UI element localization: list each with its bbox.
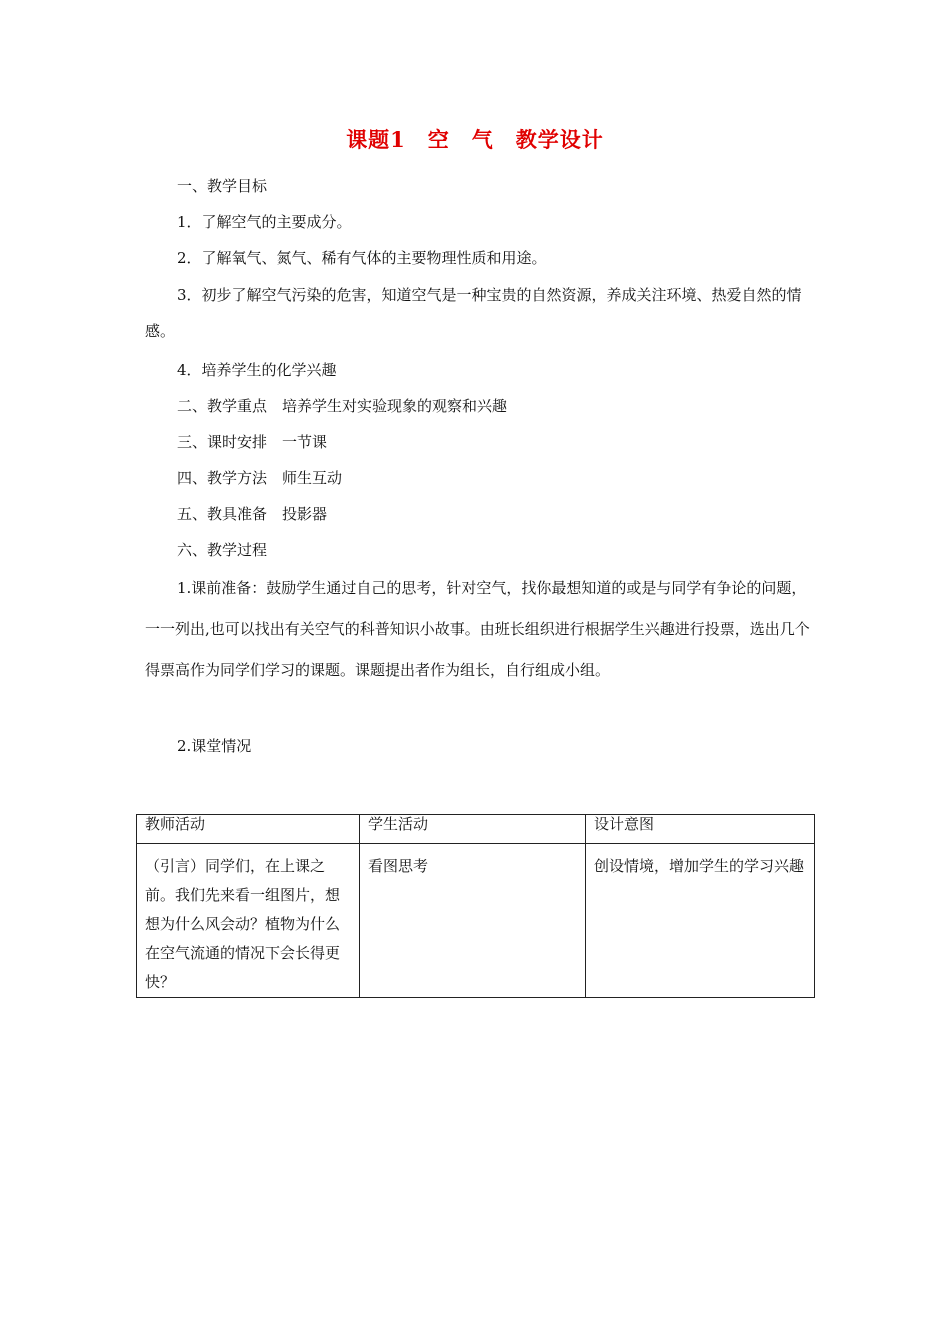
process-classroom: 2.课堂情况 <box>177 737 252 755</box>
section-method: 四、教学方法 师生互动 <box>177 469 343 487</box>
objective-3: 3．初步了解空气污染的危害，知道空气是一种宝贵的自然资源，养成关注环境、热爱自然的情感。 <box>145 286 802 340</box>
table-row <box>137 844 815 998</box>
section-key-points: 二、教学重点 培养学生对实验现象的观察和兴趣 <box>177 397 508 415</box>
section-heading-objectives: 一、教学目标 <box>177 177 268 195</box>
document-title: 课题1 空 气 教学设计 <box>346 127 604 152</box>
activity-table <box>136 814 815 998</box>
section-process: 六、教学过程 <box>177 541 268 559</box>
process-preparation: 1.课前准备：鼓励学生通过自己的思考，针对空气，找你最想知道的或是与同学有争论的问题，一一列出,也可以找出有关空气的科普知识小故事。由班长组织进行根据学生兴趣进行投票，选出几个得票高作为同学们学习的课题。课题提出者作为组长，自行组成小组。 <box>145 579 810 679</box>
section-tools: 五、教具准备 投影器 <box>177 505 328 523</box>
objective-1: 1．了解空气的主要成分。 <box>177 213 352 231</box>
table-cell-intent: 创设情境，增加学生的学习兴趣 <box>586 844 815 998</box>
table-cell-teacher: （引言）同学们，在上课之前。我们先来看一组图片，想想为什么风会动？植物为什么在空气流通的情况下会长得更快？ <box>137 844 360 998</box>
section-schedule: 三、课时安排 一节课 <box>177 433 328 451</box>
objective-2: 2．了解氧气、氮气、稀有气体的主要物理性质和用途。 <box>177 249 547 267</box>
table-header-row <box>137 815 815 844</box>
table-cell-student: 看图思考 <box>360 844 586 998</box>
table-header-cell: 教师活动 <box>137 815 360 844</box>
table-header-cell: 学生活动 <box>360 815 586 844</box>
objective-4: 4．培养学生的化学兴趣 <box>177 361 337 379</box>
table-header-cell: 设计意图 <box>586 815 815 844</box>
